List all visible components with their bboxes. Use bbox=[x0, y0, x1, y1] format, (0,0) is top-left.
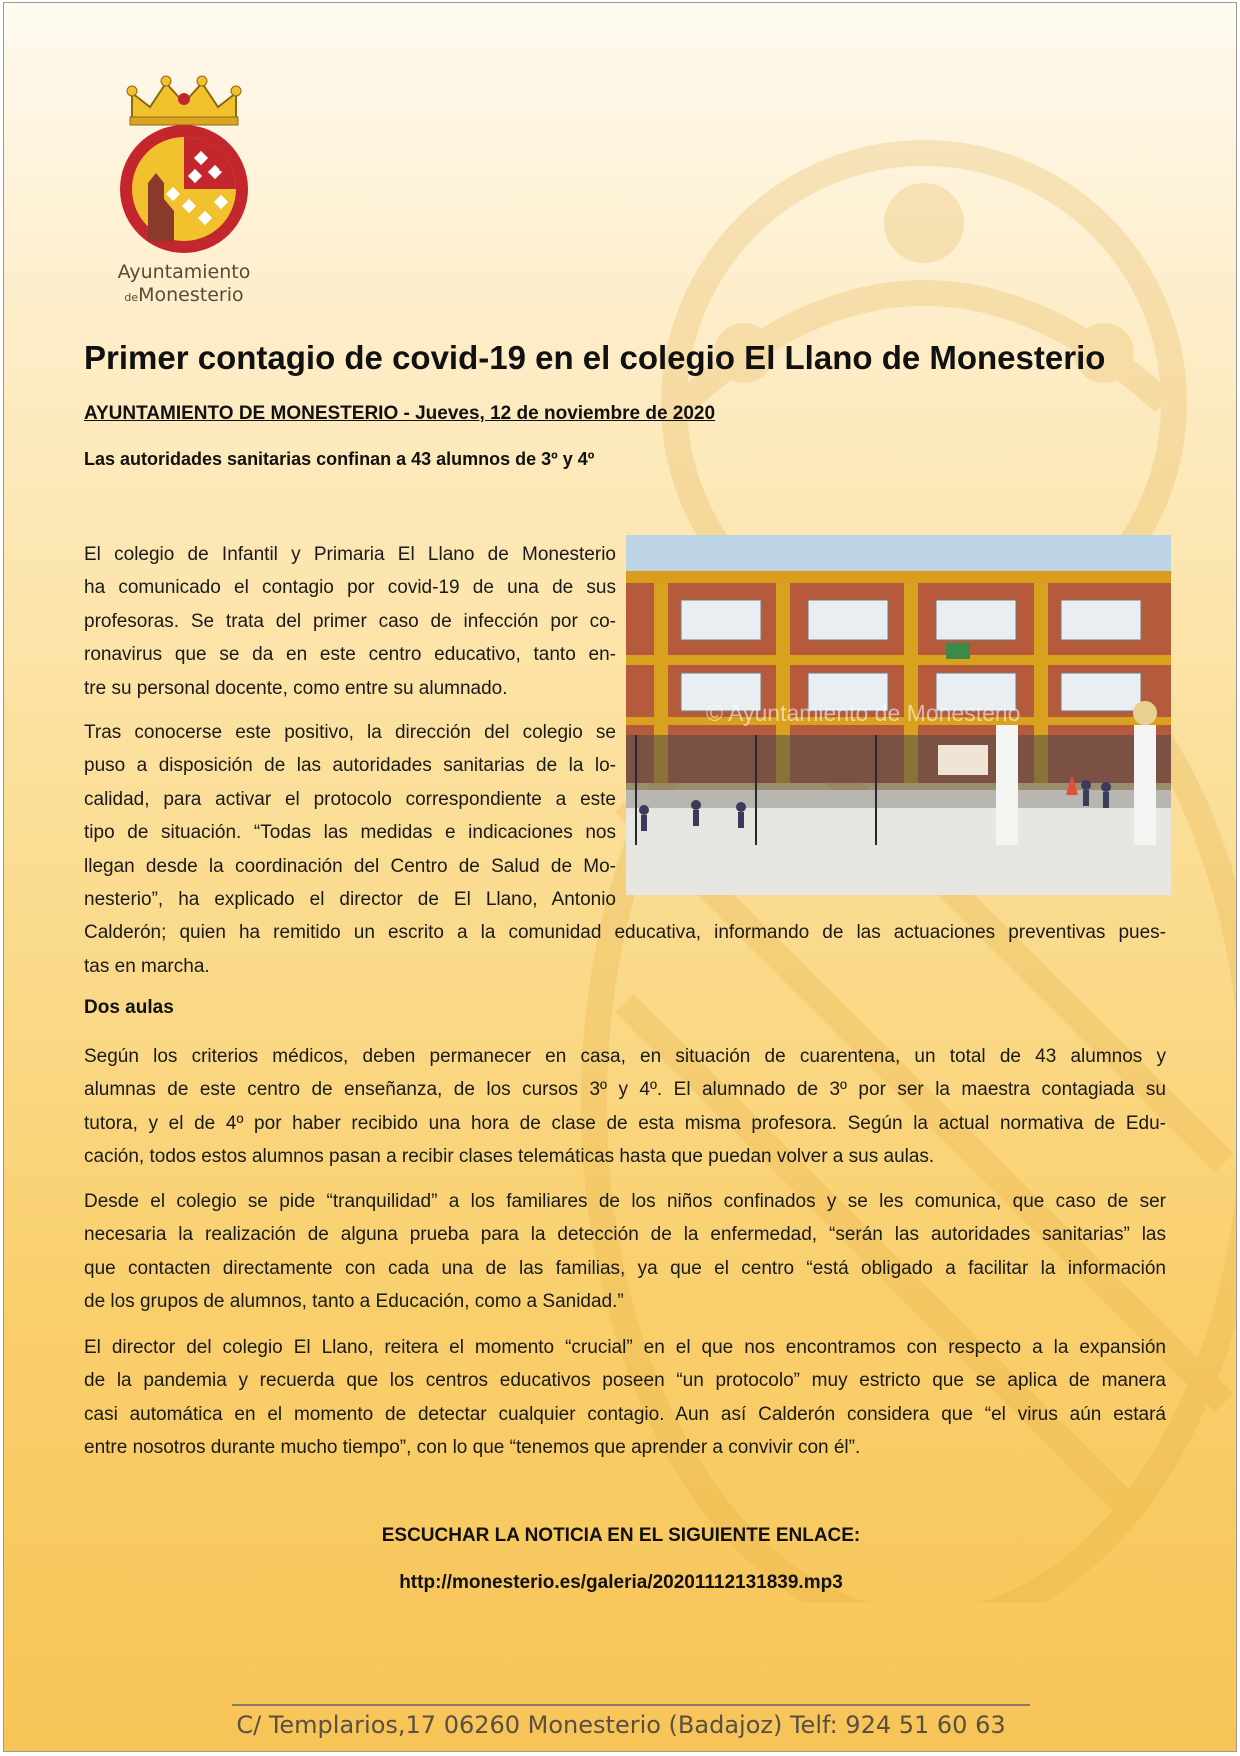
text-line: de la pandemia y recuerda que los centros educativos poseen “un protocolo” muy estricto que se aplica de manera bbox=[84, 1370, 1166, 1392]
text-line: ha comunicado el contagio por covid-19 de una de sus bbox=[84, 577, 616, 599]
text-line: Desde el colegio se pide “tranquilidad” a los familiares de los niños confinados y se les comunica, que caso de ser bbox=[84, 1191, 1166, 1212]
text-line: Según los criterios médicos, deben permanecer en casa, en situación de cuarentena, un total de 43 alumnos y bbox=[84, 1046, 1166, 1067]
article-subtitle: Las autoridades sanitarias confinan a 43 alumnos de 3º y 4º bbox=[84, 449, 595, 469]
text-line: que contacten directamente con cada una de las familias, ya que el centro “está obligado a facilitar la información bbox=[84, 1257, 1166, 1279]
footer-address: C/ Templarios,17 06260 Monesterio (Badajoz) Telf: 924 51 60 63 bbox=[236, 1711, 1006, 1739]
section-title: Dos aulas bbox=[84, 997, 174, 1018]
text-line: cación, todos estos alumnos pasan a recibir clases telemáticas hasta que puedan volver a sus aulas. bbox=[84, 1146, 935, 1168]
logo-line-2 bbox=[104, 284, 264, 306]
text-line: ronavirus que se da en este centro educativo, tanto en- bbox=[84, 644, 616, 666]
text-line: tipo de situación. “Todas las medidas e indicaciones nos bbox=[84, 822, 616, 844]
text-line: necesaria la realización de alguna prueba para la detección de la enfermedad, “serán las autoridades sanitarias” las bbox=[84, 1224, 1166, 1246]
text-line: Tras conocerse este positivo, la dirección del colegio se bbox=[84, 722, 616, 743]
article-byline: AYUNTAMIENTO DE MONESTERIO - Jueves, 12 de noviembre de 2020 bbox=[84, 403, 716, 424]
text-line: de los grupos de alumnos, tanto a Educación, como a Sanidad.” bbox=[84, 1291, 624, 1313]
text-line: calidad, para activar el protocolo correspondiente a este bbox=[84, 788, 616, 810]
paragraph-5 bbox=[84, 1331, 1166, 1465]
text-line: nesterio”, ha explicado el director de El Llano, Antonio bbox=[84, 888, 616, 910]
text-line: alumnas de este centro de enseñanza, de los cursos 3º y 4º. El alumnado de 3º por ser la maestra contagiada su bbox=[84, 1079, 1166, 1101]
paragraph-2 bbox=[84, 716, 1166, 983]
listen-label: ESCUCHAR LA NOTICIA EN EL SIGUIENTE ENLACE: bbox=[381, 1525, 861, 1546]
logo-town: Monesterio bbox=[138, 284, 244, 306]
municipal-logo bbox=[104, 71, 264, 311]
article-title: Primer contagio de covid-19 en el colegio El Llano de Monesterio bbox=[84, 339, 1106, 376]
text-line: entre nosotros durante mucho tiempo”, con lo que “tenemos que aprender a convivir con él”. bbox=[84, 1437, 861, 1459]
photo-watermark: © Ayuntamiento de Monesterio bbox=[706, 700, 1021, 726]
logo-line-1: Ayuntamiento bbox=[117, 261, 251, 283]
logo-prefix: de bbox=[124, 291, 139, 304]
coat-of-arms-icon bbox=[104, 71, 264, 261]
text-line: puso a disposición de las autoridades sanitarias de la lo- bbox=[84, 755, 616, 777]
audio-link[interactable]: http://monesterio.es/galeria/20201112131839.mp3 bbox=[399, 1572, 843, 1593]
press-release-page bbox=[3, 2, 1237, 1752]
text-line: Calderón; quien ha remitido un escrito a la comunidad educativa, informando de las actuaciones preventivas pues- bbox=[84, 922, 1166, 944]
paragraph-1 bbox=[84, 538, 616, 705]
paragraph-3 bbox=[84, 1040, 1166, 1174]
text-line: tutora, y el de 4º por haber recibido una hora de clase de esta misma profesora. Según la actual normativa de Edu- bbox=[84, 1112, 1166, 1134]
text-line: El colegio de Infantil y Primaria El Llano de Monesterio bbox=[84, 544, 616, 565]
text-line: profesoras. Se trata del primer caso de infección por co- bbox=[84, 610, 616, 632]
text-line: tas en marcha. bbox=[84, 955, 210, 977]
text-line: llegan desde la coordinación del Centro de Salud de Mo- bbox=[84, 855, 616, 877]
text-line: casi automática en el momento de detectar cualquier contagio. Aun así Calderón considera que “el virus aún estará bbox=[84, 1403, 1166, 1425]
text-line: El director del colegio El Llano, reitera el momento “crucial” en el que nos encontramos con respecto a la expansión bbox=[84, 1337, 1166, 1358]
paragraph-4 bbox=[84, 1185, 1166, 1319]
text-line: tre su personal docente, como entre su alumnado. bbox=[84, 677, 508, 699]
footer-divider bbox=[232, 1704, 1030, 1706]
